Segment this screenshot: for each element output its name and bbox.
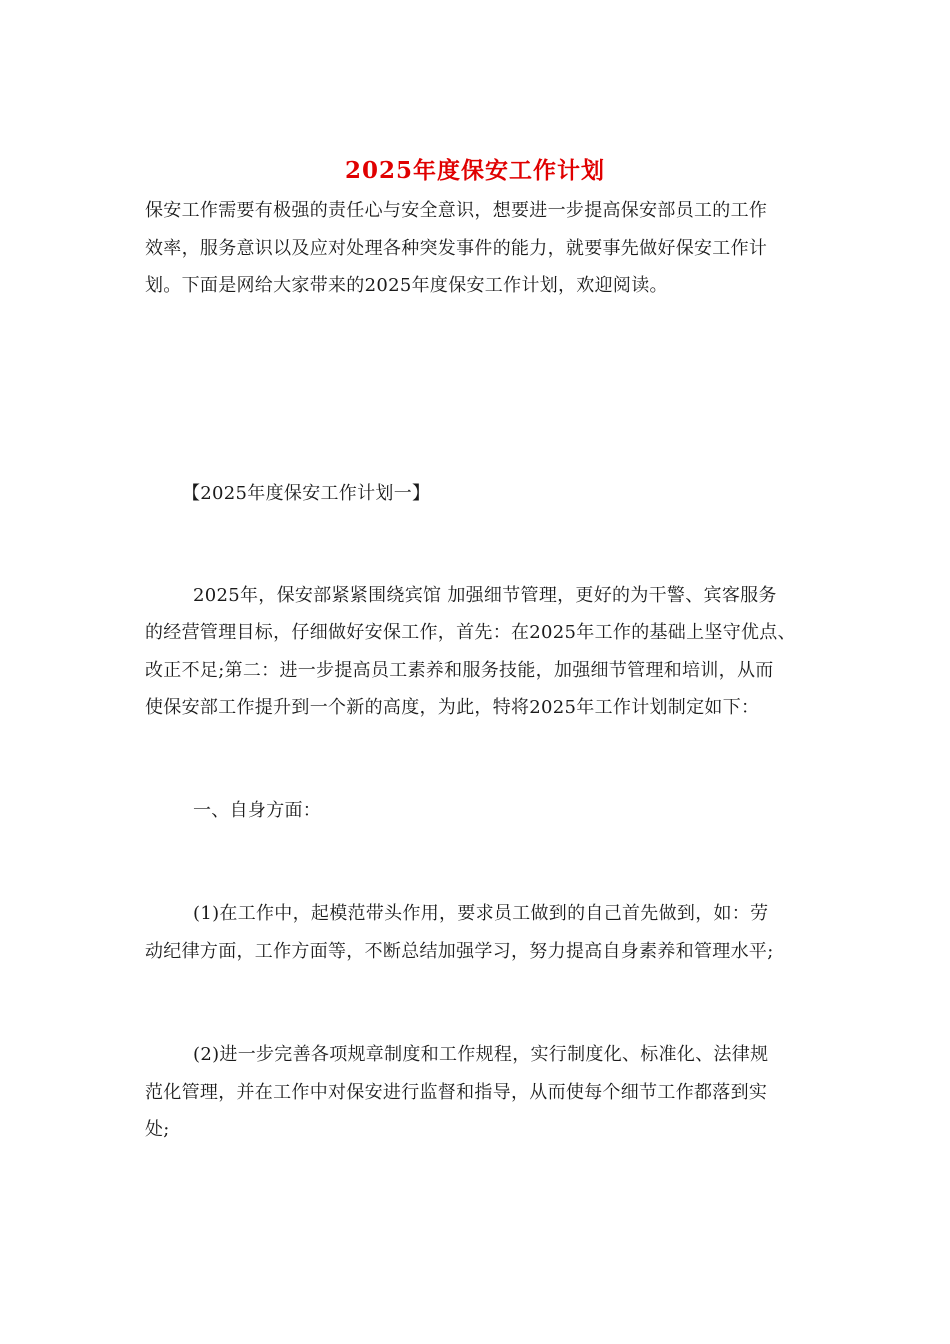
- paragraph-line: 使保安部工作提升到一个新的高度，为此，特将2025年工作计划制定如下：: [145, 697, 760, 718]
- intro-line: 保安工作需要有极强的责任心与安全意识，想要进一步提高保安部员工的工作: [145, 200, 768, 221]
- list-item-line: 范化管理，并在工作中对保安进行监督和指导，从而使每个细节工作都落到实: [145, 1082, 768, 1103]
- list-item-line: (1)在工作中，起模范带头作用，要求员工做到的自己首先做到，如：劳: [193, 903, 769, 924]
- list-item-line: (2)进一步完善各项规章制度和工作规程，实行制度化、标准化、法律规: [193, 1044, 769, 1065]
- subheading: 一、自身方面：: [193, 800, 322, 821]
- list-item-line: 动纪律方面，工作方面等，不断总结加强学习，努力提高自身素养和管理水平;: [145, 941, 774, 962]
- list-item-line: 处;: [145, 1119, 170, 1140]
- intro-line: 效率，服务意识以及应对处理各种突发事件的能力，就要事先做好保安工作计: [145, 238, 768, 259]
- paragraph-line: 的经营管理目标，仔细做好安保工作，首先：在2025年工作的基础上坚守优点、: [145, 622, 796, 643]
- intro-line: 划。下面是网给大家带来的2025年度保安工作计划，欢迎阅读。: [145, 275, 668, 296]
- document-title: 2025年度保安工作计划: [344, 157, 605, 184]
- paragraph-line: 改正不足;第二：进一步提高员工素养和服务技能，加强细节管理和培训，从而: [145, 660, 774, 681]
- paragraph-line: 2025年，保安部紧紧围绕宾馆 加强细节管理，更好的为干警、宾客服务: [193, 585, 777, 606]
- section-heading: 【2025年度保安工作计划一】: [182, 483, 431, 504]
